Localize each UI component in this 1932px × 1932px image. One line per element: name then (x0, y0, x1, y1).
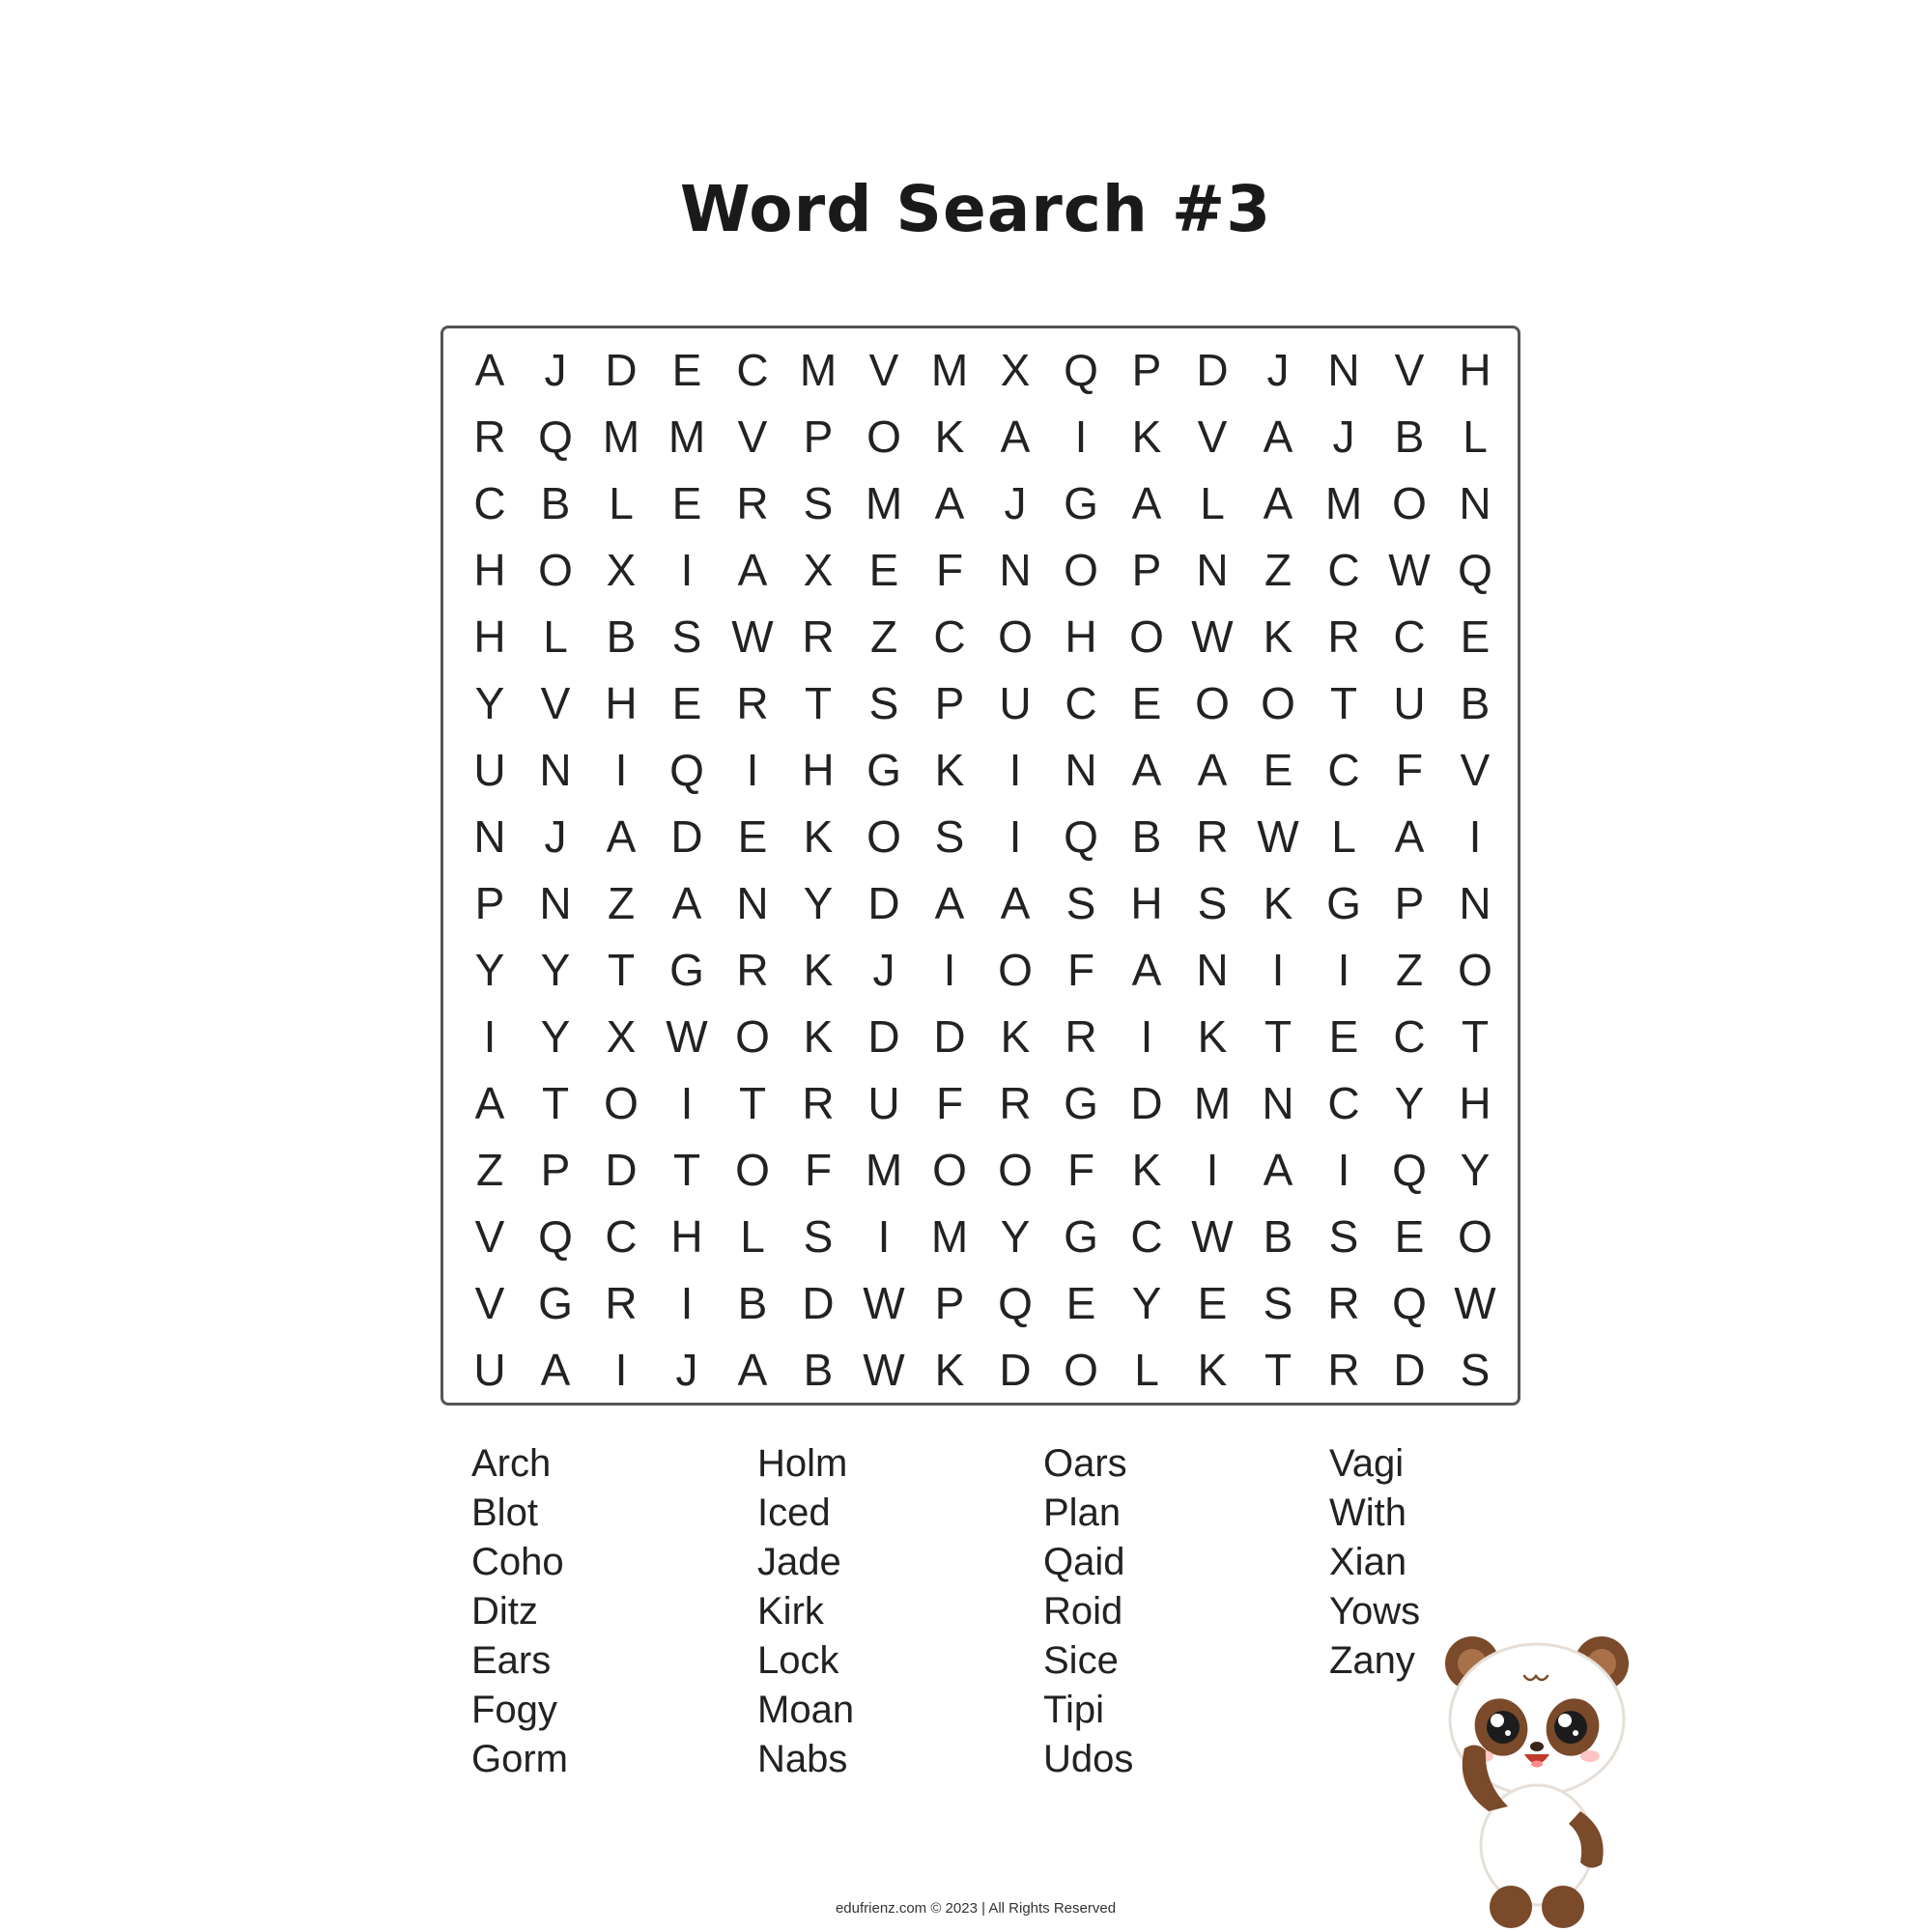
grid-letter: T (804, 677, 833, 728)
grid-letter: H (1459, 1077, 1492, 1128)
word-list-item: Ears (471, 1639, 552, 1682)
grid-letter: J (544, 810, 567, 862)
grid-letter: N (473, 810, 506, 862)
grid-letter: Y (803, 877, 834, 928)
grid-letter: A (1131, 744, 1162, 795)
grid-letter: G (1326, 877, 1361, 928)
grid-letter: N (1262, 1077, 1294, 1128)
word-list-item: Yows (1329, 1590, 1421, 1633)
grid-letter: A (540, 1344, 571, 1395)
grid-letter: H (802, 744, 835, 795)
grid-letter: Q (669, 744, 704, 795)
grid-letter: W (1191, 611, 1234, 662)
grid-letter: R (736, 477, 769, 528)
grid-letter: V (868, 344, 899, 395)
word-list-item: Lock (757, 1639, 839, 1682)
grid-letter: Y (1394, 1077, 1425, 1128)
grid-letter: S (671, 611, 702, 662)
word-list-item: Vagi (1329, 1442, 1405, 1485)
grid-letter: O (1064, 1344, 1098, 1395)
grid-letter: I (1468, 810, 1482, 862)
word-list-item: Sice (1043, 1639, 1119, 1682)
grid-letter: T (738, 1077, 767, 1128)
grid-letter: K (1263, 611, 1293, 662)
grid-letter: D (867, 1010, 900, 1062)
grid-letter: K (803, 1010, 834, 1062)
grid-letter: I (746, 744, 759, 795)
grid-letter: Y (474, 944, 505, 995)
grid-letter: S (934, 810, 965, 862)
word-list-item: Roid (1043, 1590, 1123, 1633)
grid-letter: N (539, 877, 572, 928)
grid-letter: I (1271, 944, 1285, 995)
grid-letter: I (943, 944, 956, 995)
grid-letter: G (538, 1277, 573, 1328)
grid-letter: G (1064, 477, 1098, 528)
grid-letter: R (1327, 1277, 1360, 1328)
grid-letter: Y (1000, 1210, 1031, 1262)
grid-letter: P (934, 677, 965, 728)
grid-letter: Y (1131, 1277, 1162, 1328)
grid-letter: K (1000, 1010, 1031, 1062)
grid-letter: B (737, 1277, 768, 1328)
grid-letter: C (1393, 1010, 1426, 1062)
grid-letter: G (1064, 1210, 1098, 1262)
grid-letter: D (670, 810, 703, 862)
grid-letter: C (1130, 1210, 1163, 1262)
grid-letter: X (803, 544, 834, 595)
word-list-item: Kirk (757, 1590, 824, 1633)
grid-letter: O (932, 1144, 967, 1195)
word-list-column (471, 1439, 757, 1787)
grid-letter: Y (540, 944, 571, 995)
grid-letter: X (606, 544, 637, 595)
grid-letter: A (934, 877, 965, 928)
grid-letter: U (473, 744, 506, 795)
grid-letter: O (1261, 677, 1295, 728)
grid-letter: J (872, 944, 895, 995)
grid-letter: S (1197, 877, 1228, 928)
grid-letter: T (1264, 1010, 1293, 1062)
grid-letter: K (803, 944, 834, 995)
grid-letter: K (934, 411, 965, 462)
grid-letter: U (1393, 677, 1426, 728)
grid-letter: Q (538, 411, 573, 462)
grid-letter: O (867, 810, 901, 862)
letter-grid (457, 336, 1508, 1403)
grid-letter: Z (869, 611, 898, 662)
grid-letter: A (1197, 744, 1228, 795)
grid-letter: Z (607, 877, 636, 928)
word-list (471, 1439, 1534, 1787)
grid-letter: K (1131, 411, 1162, 462)
grid-letter: A (474, 1077, 505, 1128)
grid-letter: H (473, 611, 506, 662)
grid-letter: D (605, 1144, 638, 1195)
grid-letter: N (1327, 344, 1360, 395)
grid-letter: A (606, 810, 637, 862)
word-list-item: Iced (757, 1492, 831, 1534)
grid-letter: T (1461, 1010, 1490, 1062)
grid-letter: O (538, 544, 573, 595)
grid-letter: H (1065, 611, 1097, 662)
grid-letter: N (736, 877, 769, 928)
grid-letter: O (1392, 477, 1427, 528)
grid-letter: W (731, 611, 774, 662)
grid-letter: W (666, 1010, 708, 1062)
grid-letter: E (671, 677, 702, 728)
copyright-footer: edufrienz.com © 2023 | All Rights Reserved (835, 1900, 1117, 1917)
grid-letter: K (803, 810, 834, 862)
grid-letter: I (1206, 1144, 1219, 1195)
grid-letter: Q (998, 1277, 1033, 1328)
grid-letter: R (1065, 1010, 1097, 1062)
grid-letter: A (1394, 810, 1425, 862)
grid-letter: C (1065, 677, 1097, 728)
grid-letter: G (867, 744, 901, 795)
grid-letter: A (934, 477, 965, 528)
grid-letter: J (1266, 344, 1290, 395)
grid-letter: E (1131, 677, 1162, 728)
grid-letter: V (540, 677, 571, 728)
grid-letter: I (1337, 1144, 1350, 1195)
grid-letter: O (1458, 1210, 1492, 1262)
word-list-item: Holm (757, 1442, 848, 1485)
grid-letter: C (1327, 744, 1360, 795)
grid-letter: E (868, 544, 899, 595)
word-list-item: Blot (471, 1492, 538, 1534)
grid-letter: M (602, 411, 640, 462)
grid-letter: P (803, 411, 834, 462)
word-list-item: Jade (757, 1541, 841, 1583)
grid-letter: T (1264, 1344, 1293, 1395)
grid-letter: F (804, 1144, 833, 1195)
grid-letter: R (605, 1277, 638, 1328)
grid-letter: E (1394, 1210, 1425, 1262)
grid-letter: I (483, 1010, 497, 1062)
grid-letter: M (668, 411, 706, 462)
grid-letter: Q (1064, 344, 1098, 395)
grid-letter: O (604, 1077, 639, 1128)
grid-letter: R (802, 611, 835, 662)
grid-letter: O (998, 944, 1033, 995)
grid-letter: C (1393, 611, 1426, 662)
grid-letter: M (799, 344, 838, 395)
grid-letter: I (680, 1277, 694, 1328)
word-list-item: Arch (471, 1442, 552, 1485)
grid-letter: A (1131, 944, 1162, 995)
grid-letter: E (1065, 1277, 1096, 1328)
grid-letter: O (1129, 611, 1164, 662)
grid-letter: M (865, 477, 903, 528)
grid-letter: T (672, 1144, 701, 1195)
grid-letter: I (1140, 1010, 1153, 1062)
grid-letter: Q (1392, 1144, 1427, 1195)
grid-letter: E (1197, 1277, 1228, 1328)
grid-letter: V (737, 411, 768, 462)
grid-letter: O (867, 411, 901, 462)
grid-letter: F (935, 1077, 964, 1128)
word-list-item: Xian (1329, 1541, 1407, 1583)
word-list-item: Qaid (1043, 1541, 1125, 1583)
grid-letter: R (999, 1077, 1032, 1128)
word-list-column (1043, 1439, 1329, 1787)
grid-letter: G (669, 944, 704, 995)
grid-letter: S (1263, 1277, 1293, 1328)
grid-letter: I (614, 1344, 628, 1395)
grid-letter: F (1395, 744, 1424, 795)
grid-letter: O (1195, 677, 1230, 728)
grid-letter: A (1131, 477, 1162, 528)
grid-letter: N (539, 744, 572, 795)
grid-letter: A (1263, 1144, 1293, 1195)
grid-letter: O (1064, 544, 1098, 595)
grid-letter: A (737, 1344, 768, 1395)
grid-letter: Y (1460, 1144, 1491, 1195)
grid-letter: E (671, 344, 702, 395)
grid-letter: D (605, 344, 638, 395)
grid-letter: J (1004, 477, 1027, 528)
grid-letter: V (1394, 344, 1425, 395)
grid-letter: M (1324, 477, 1363, 528)
grid-letter: L (1463, 411, 1488, 462)
grid-letter: P (934, 1277, 965, 1328)
grid-letter: E (1460, 611, 1491, 662)
grid-letter: K (1263, 877, 1293, 928)
grid-letter: C (1327, 1077, 1360, 1128)
grid-letter: R (1327, 611, 1360, 662)
panda-illustration-icon (1435, 1633, 1638, 1932)
grid-letter: S (803, 1210, 834, 1262)
grid-letter: D (867, 877, 900, 928)
grid-letter: A (1000, 411, 1031, 462)
grid-letter: C (473, 477, 506, 528)
grid-letter: E (737, 810, 768, 862)
grid-letter: L (1331, 810, 1356, 862)
grid-letter: P (474, 877, 505, 928)
grid-letter: X (1000, 344, 1031, 395)
word-list-item: Coho (471, 1541, 564, 1583)
grid-letter: T (541, 1077, 570, 1128)
word-list-item: Ditz (471, 1590, 538, 1633)
word-list-item: Nabs (757, 1738, 848, 1780)
grid-letter: Z (475, 1144, 504, 1195)
grid-letter: A (737, 544, 768, 595)
grid-letter: I (1337, 944, 1350, 995)
grid-letter: H (473, 544, 506, 595)
grid-letter: O (735, 1010, 770, 1062)
grid-letter: W (863, 1277, 905, 1328)
grid-letter: I (614, 744, 628, 795)
grid-letter: K (934, 744, 965, 795)
grid-letter: S (1328, 1210, 1359, 1262)
grid-letter: X (606, 1010, 637, 1062)
grid-letter: A (1000, 877, 1031, 928)
grid-letter: M (930, 1210, 969, 1262)
grid-letter: L (609, 477, 634, 528)
grid-letter: N (1196, 544, 1229, 595)
grid-letter: I (680, 1077, 694, 1128)
grid-letter: V (474, 1277, 505, 1328)
grid-letter: Z (1264, 544, 1293, 595)
grid-letter: A (474, 344, 505, 395)
grid-letter: L (740, 1210, 765, 1262)
grid-letter: P (1131, 344, 1162, 395)
grid-letter: U (867, 1077, 900, 1128)
grid-letter: R (802, 1077, 835, 1128)
word-list-item: Plan (1043, 1492, 1122, 1534)
grid-letter: I (680, 544, 694, 595)
grid-letter: L (1200, 477, 1225, 528)
grid-letter: A (671, 877, 702, 928)
grid-letter: F (1066, 944, 1095, 995)
grid-letter: R (1196, 810, 1229, 862)
grid-letter: N (1065, 744, 1097, 795)
word-list-item: Fogy (471, 1689, 557, 1731)
grid-letter: F (935, 544, 964, 595)
grid-letter: P (540, 1144, 571, 1195)
grid-letter: V (1460, 744, 1491, 795)
grid-letter: O (998, 611, 1033, 662)
word-search-grid (440, 326, 1520, 1406)
grid-letter: J (544, 344, 567, 395)
grid-letter: I (1009, 810, 1022, 862)
word-list-item: Tipi (1043, 1689, 1104, 1731)
grid-letter: C (933, 611, 966, 662)
grid-letter: D (1196, 344, 1229, 395)
grid-letter: Y (540, 1010, 571, 1062)
grid-letter: D (1393, 1344, 1426, 1395)
grid-letter: W (1388, 544, 1431, 595)
grid-letter: O (1458, 944, 1492, 995)
grid-letter: Z (1395, 944, 1424, 995)
grid-letter: J (675, 1344, 698, 1395)
grid-letter: U (473, 1344, 506, 1395)
grid-letter: B (803, 1344, 834, 1395)
grid-letter: J (1332, 411, 1355, 462)
grid-letter: Q (1458, 544, 1492, 595)
grid-letter: R (473, 411, 506, 462)
grid-letter: W (1191, 1210, 1234, 1262)
grid-letter: I (1074, 411, 1088, 462)
grid-letter: E (671, 477, 702, 528)
grid-letter: B (1263, 1210, 1293, 1262)
grid-letter: K (934, 1344, 965, 1395)
grid-letter: R (1327, 1344, 1360, 1395)
grid-letter: D (933, 1010, 966, 1062)
grid-letter: G (1064, 1077, 1098, 1128)
word-list-item: Gorm (471, 1738, 568, 1780)
grid-letter: E (1328, 1010, 1359, 1062)
grid-letter: D (1130, 1077, 1163, 1128)
grid-letter: K (1197, 1010, 1228, 1062)
grid-letter: B (1394, 411, 1425, 462)
grid-letter: K (1131, 1144, 1162, 1195)
grid-letter: H (1130, 877, 1163, 928)
grid-letter: S (1065, 877, 1096, 928)
grid-letter: O (735, 1144, 770, 1195)
grid-letter: P (1394, 877, 1425, 928)
grid-letter: H (670, 1210, 703, 1262)
grid-letter: D (802, 1277, 835, 1328)
grid-letter: R (736, 944, 769, 995)
grid-letter: S (868, 677, 899, 728)
grid-letter: M (930, 344, 969, 395)
grid-letter: A (1263, 477, 1293, 528)
grid-letter: D (999, 1344, 1032, 1395)
grid-letter: S (1460, 1344, 1491, 1395)
grid-letter: N (1459, 477, 1492, 528)
grid-letter: K (1197, 1344, 1228, 1395)
grid-letter: U (999, 677, 1032, 728)
grid-letter: B (1460, 677, 1491, 728)
grid-letter: B (540, 477, 571, 528)
grid-letter: B (1131, 810, 1162, 862)
grid-letter: C (1327, 544, 1360, 595)
grid-letter: N (1459, 877, 1492, 928)
grid-letter: M (1193, 1077, 1232, 1128)
grid-letter: B (606, 611, 637, 662)
grid-letter: Q (1392, 1277, 1427, 1328)
word-list-item: Oars (1043, 1442, 1127, 1485)
grid-letter: A (1263, 411, 1293, 462)
grid-letter: W (1454, 1277, 1496, 1328)
grid-letter: Y (474, 677, 505, 728)
word-list-column (757, 1439, 1043, 1787)
grid-letter: R (736, 677, 769, 728)
grid-letter: C (605, 1210, 638, 1262)
word-list-item: Zany (1329, 1639, 1415, 1682)
grid-letter: V (474, 1210, 505, 1262)
grid-letter: W (863, 1344, 905, 1395)
grid-letter: I (877, 1210, 891, 1262)
word-list-item: With (1329, 1492, 1406, 1534)
grid-letter: C (736, 344, 769, 395)
grid-letter: I (1009, 744, 1022, 795)
grid-letter: W (1257, 810, 1299, 862)
grid-letter: H (605, 677, 638, 728)
grid-letter: Q (1064, 810, 1098, 862)
grid-letter: M (865, 1144, 903, 1195)
word-list-item: Udos (1043, 1738, 1134, 1780)
grid-letter: H (1459, 344, 1492, 395)
grid-letter: P (1131, 544, 1162, 595)
grid-letter: N (999, 544, 1032, 595)
grid-letter: L (543, 611, 568, 662)
grid-letter: N (1196, 944, 1229, 995)
grid-letter: S (803, 477, 834, 528)
grid-letter: T (607, 944, 636, 995)
grid-letter: L (1134, 1344, 1159, 1395)
word-list-item: Moan (757, 1689, 855, 1731)
page-title: Word Search #3 (679, 172, 1272, 246)
grid-letter: T (1329, 677, 1358, 728)
grid-letter: Q (538, 1210, 573, 1262)
grid-letter: E (1263, 744, 1293, 795)
grid-letter: O (998, 1144, 1033, 1195)
grid-letter: V (1197, 411, 1228, 462)
grid-letter: F (1066, 1144, 1095, 1195)
